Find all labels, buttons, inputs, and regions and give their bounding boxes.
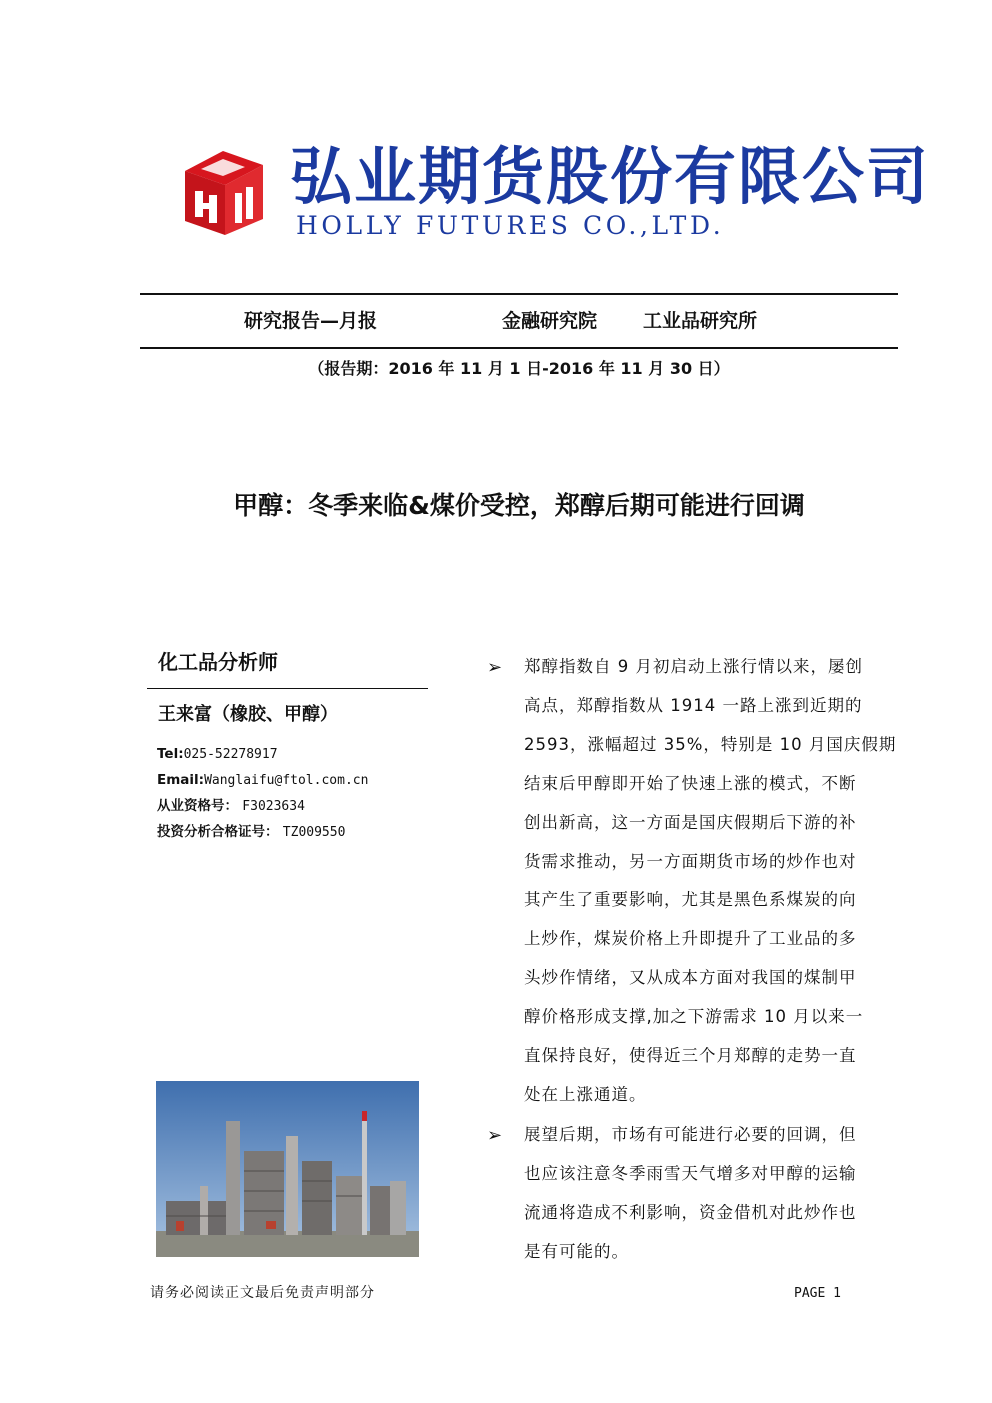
- chemical-plant-photo: [156, 1081, 419, 1257]
- analyst-name: 王来富（橡胶、甲醇）: [158, 704, 338, 725]
- email-value[interactable]: Wanglaifu@ftol.com.cn: [204, 773, 369, 788]
- bullet-arrow-icon: ➢: [487, 1125, 503, 1146]
- institute-name: 金融研究院: [502, 310, 598, 332]
- paragraph-line: 高点，郑醇指数从 1914 一路上涨到近期的: [524, 695, 863, 715]
- analyst-invest-cert: [157, 822, 345, 843]
- qualification-value: F3023634: [242, 799, 305, 814]
- paragraph-line: 结束后甲醇即开始了快速上涨的模式，不断: [524, 773, 857, 793]
- bullet-paragraph-2: [524, 1116, 908, 1272]
- paragraph-line: 展望后期，市场有可能进行必要的回调，但: [524, 1125, 857, 1144]
- paragraph-line: 创出新高，这一方面是国庆假期后下游的补: [524, 812, 857, 832]
- analyst-heading: 化工品分析师: [158, 650, 278, 674]
- paragraph-line: 流通将造成不利影响，资金借机对此炒作也: [524, 1202, 857, 1222]
- analyst-tel: [157, 744, 278, 765]
- invest-label: 投资分析合格证号：: [157, 824, 279, 840]
- invest-value: TZ009550: [282, 825, 346, 840]
- department-name: 工业品研究所: [643, 310, 758, 332]
- analyst-divider: [147, 688, 428, 689]
- paragraph-line: 2593，涨幅超过 35%，特别是 10 月国庆假期: [524, 734, 897, 754]
- analyst-email: [157, 770, 368, 791]
- bullet-paragraph-1: [524, 648, 908, 1115]
- company-name-cn: 弘业期货股份有限公司: [290, 140, 931, 213]
- report-title: 甲醇：冬季来临&煤价受控，郑醇后期可能进行回调: [233, 491, 805, 520]
- header-bottom-rule: [140, 347, 898, 349]
- paragraph-line: 郑醇指数自 9 月初启动上涨行情以来，屡创: [524, 657, 863, 676]
- header-top-rule: [140, 293, 898, 295]
- paragraph-line: 头炒作情绪，又从成本方面对我国的煤制甲: [524, 968, 857, 988]
- paragraph-line: 上炒作，煤炭价格上升即提升了工业品的多: [524, 929, 857, 949]
- paragraph-line: 处在上涨通道。: [524, 1084, 647, 1104]
- company-name-en: HOLLY FUTURES CO.,LTD.: [296, 211, 725, 240]
- paragraph-line: 直保持良好，使得近三个月郑醇的走势一直: [524, 1046, 857, 1066]
- report-type: 研究报告—月报: [244, 310, 378, 332]
- paragraph-line: 其产生了重要影响，尤其是黑色系煤炭的向: [524, 890, 857, 910]
- email-label: Email:: [157, 772, 205, 788]
- tel-value: 025-52278917: [183, 747, 278, 762]
- qualification-label: 从业资格号：: [157, 798, 238, 814]
- paragraph-line: 醇价格形成支撑,加之下游需求 10 月以来一: [524, 1007, 864, 1027]
- paragraph-line: 货需求推动，另一方面期货市场的炒作也对: [524, 851, 857, 871]
- company-logo-mark: [183, 143, 265, 237]
- report-period: （报告期：2016 年 11 月 1 日-2016 年 11 月 30 日）: [308, 359, 730, 378]
- disclaimer-note: 请务必阅读正文最后免责声明部分: [150, 1285, 375, 1301]
- tel-label: Tel:: [157, 746, 184, 762]
- bullet-arrow-icon: ➢: [487, 657, 503, 678]
- page-number: PAGE 1: [794, 1286, 841, 1301]
- paragraph-line: 也应该注意冬季雨雪天气增多对甲醇的运输: [524, 1163, 857, 1183]
- analyst-qualification: [157, 796, 305, 817]
- paragraph-line: 是有可能的。: [524, 1241, 629, 1261]
